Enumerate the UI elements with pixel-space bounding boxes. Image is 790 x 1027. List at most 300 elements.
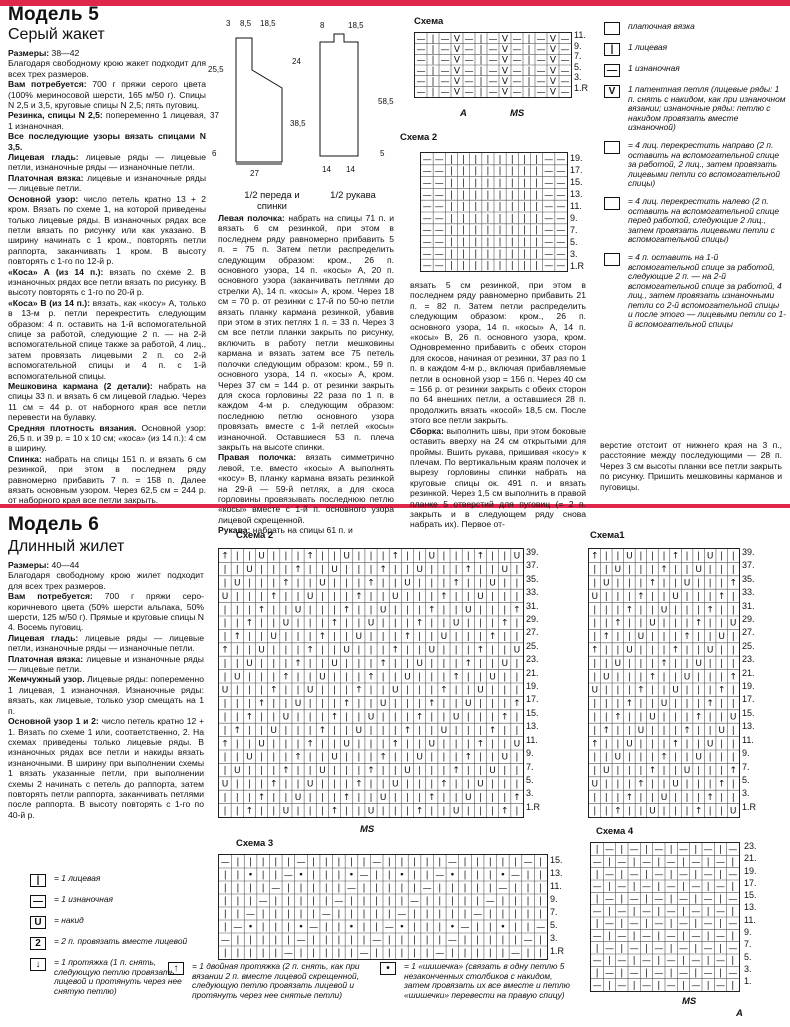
- stitch-symbol: |: [503, 578, 507, 589]
- stitch-symbol: |: [332, 551, 337, 562]
- stitch-symbol: |: [697, 766, 701, 777]
- stitch-symbol: U: [637, 725, 645, 736]
- stitch-symbol: |: [486, 190, 490, 201]
- stitch-symbol: |: [438, 935, 442, 946]
- stitch-symbol: U: [695, 658, 702, 669]
- stitch-symbol: |: [223, 712, 227, 723]
- stitch-symbol: |: [708, 658, 712, 669]
- stitch-symbol: |: [604, 779, 608, 790]
- stitch-symbol: ↑: [717, 591, 726, 602]
- stitch-symbol: —: [703, 968, 713, 979]
- stitch-symbol: —: [488, 45, 498, 55]
- stitch-symbol: U: [331, 752, 338, 763]
- stitch-symbol: |: [662, 712, 666, 723]
- stitch-symbol: •: [449, 922, 456, 933]
- model6-scheme1-grid: [588, 548, 740, 818]
- stitch-symbol: |: [324, 857, 328, 868]
- stitch-symbol: |: [593, 712, 597, 723]
- stitch-symbol: |: [488, 870, 492, 881]
- stitch-symbol: |: [430, 685, 434, 696]
- stitch-symbol: |: [616, 685, 620, 696]
- row-number: 3.: [744, 963, 752, 974]
- stitch-symbol: —: [416, 34, 426, 45]
- stitch-symbol: ↑: [391, 551, 400, 562]
- stitch-symbol: |: [425, 870, 429, 881]
- stitch-symbol: |: [296, 779, 300, 790]
- stitch-symbol: |: [312, 883, 316, 894]
- stitch-symbol: —: [592, 906, 602, 917]
- stitch-symbol: |: [357, 752, 361, 763]
- paragraph-heading: Размеры:: [8, 560, 50, 570]
- stitch-symbol: |: [463, 909, 467, 920]
- model5-scheme1-label: Схема: [414, 16, 444, 27]
- stitch-symbol: |: [369, 645, 373, 656]
- stitch-symbol: |: [632, 980, 636, 991]
- stitch-symbol: |: [466, 779, 470, 790]
- stitch-symbol: |: [308, 618, 312, 629]
- stitch-symbol: ↑: [729, 578, 738, 589]
- stitch-symbol: U: [294, 792, 302, 803]
- stitch-symbol: —: [498, 883, 508, 894]
- stitch-symbol: U: [258, 551, 265, 562]
- row-number: 31.: [526, 600, 539, 611]
- stitch-symbol: ↑: [294, 658, 302, 669]
- stitch-symbol: |: [312, 935, 316, 946]
- stitch-symbol: |: [381, 645, 385, 656]
- stitch-symbol: —: [716, 857, 725, 868]
- stitch-symbol: U: [355, 632, 363, 643]
- row-number: 13.: [742, 721, 755, 732]
- stitch-symbol: ↑: [500, 712, 509, 723]
- stitch-symbol: ↑: [233, 632, 242, 643]
- stitch-symbol: —: [384, 922, 394, 933]
- stitch-symbol: ↑: [602, 632, 611, 643]
- stitch-symbol: —: [556, 154, 566, 165]
- legend-item: [604, 197, 786, 245]
- stitch-symbol: |: [478, 699, 482, 710]
- stitch-symbol: U: [695, 565, 702, 576]
- stitch-symbol: |: [430, 632, 434, 643]
- stitch-symbol: |: [491, 658, 495, 669]
- stitch-symbol: ↑: [233, 725, 242, 736]
- stitch-symbol: |: [223, 672, 227, 683]
- stitch-symbol: |: [639, 605, 643, 616]
- stitch-symbol: |: [236, 870, 240, 881]
- stitch-symbol: •: [348, 922, 355, 933]
- legend-text: 1 изнаночная: [628, 63, 680, 73]
- stitch-symbol: —: [512, 66, 522, 77]
- stitch-symbol: ↑: [342, 699, 351, 710]
- stitch-symbol: |: [708, 578, 712, 589]
- model6-scheme2-grid: [218, 548, 524, 818]
- row-number: 13.: [526, 721, 539, 732]
- stitch-symbol: |: [498, 225, 502, 236]
- stitch-symbol: |: [393, 632, 397, 643]
- stitch-symbol: |: [627, 618, 631, 629]
- stitch-symbol: |: [260, 591, 264, 602]
- stitch-symbol: |: [320, 699, 324, 710]
- stitch-symbol: |: [312, 896, 316, 907]
- stitch-symbol: U: [464, 605, 472, 616]
- stitch-symbol: |: [474, 225, 478, 236]
- stitch-symbol: |: [381, 632, 385, 643]
- paragraph-text: лицевые и изнаночные ряды — лицевые петли.: [8, 653, 204, 675]
- stitch-symbol: |: [296, 618, 300, 629]
- stitch-symbol: |: [593, 725, 597, 736]
- stitch-symbol: |: [418, 739, 422, 750]
- stitch-symbol: |: [345, 565, 349, 576]
- stitch-symbol: |: [527, 34, 531, 45]
- row-number: 1.R: [570, 261, 585, 271]
- stitch-symbol: |: [454, 685, 458, 696]
- stitch-symbol: U: [416, 752, 423, 763]
- stitch-symbol: |: [430, 658, 434, 669]
- stitch-symbol: —: [617, 882, 627, 893]
- stitch-symbol: |: [539, 909, 543, 920]
- stitch-symbol: |: [454, 632, 458, 643]
- stitch-symbol: |: [718, 968, 723, 979]
- stitch-symbol: U: [501, 752, 509, 763]
- stitch-symbol: |: [247, 632, 251, 643]
- stitch-symbol: |: [320, 591, 324, 602]
- stitch-symbol: |: [498, 261, 502, 271]
- paragraph: [8, 267, 206, 298]
- stitch-symbol: |: [685, 779, 689, 790]
- row-number: 3.: [526, 788, 534, 799]
- stitch-symbol: |: [474, 178, 478, 189]
- stitch-symbol: ↑: [513, 699, 521, 710]
- stitch-symbol: ↑: [257, 605, 266, 616]
- stitch-symbol: |: [413, 909, 417, 920]
- stitch-symbol: |: [369, 725, 373, 736]
- stitch-symbol: V: [453, 77, 461, 87]
- stitch-symbol: |: [498, 190, 502, 201]
- stitch-symbol: |: [405, 658, 410, 669]
- stitch-symbol: —: [440, 77, 450, 87]
- stitch-symbol: |: [260, 806, 264, 817]
- stitch-symbol: —: [728, 894, 738, 905]
- stitch-symbol: —: [556, 190, 566, 201]
- stitch-symbol: |: [442, 551, 446, 562]
- stitch-symbol: |: [450, 948, 454, 959]
- stitch-symbol: |: [491, 752, 495, 763]
- stitch-symbol: |: [442, 712, 446, 723]
- stitch-symbol: |: [375, 948, 379, 959]
- stitch-symbol: |: [260, 658, 264, 669]
- stitch-symbol: —: [617, 906, 627, 917]
- stitch-symbol: |: [349, 857, 353, 868]
- stitch-symbol: |: [491, 699, 495, 710]
- row-number: 9.: [526, 748, 534, 759]
- stitch-symbol: —: [617, 931, 627, 942]
- stitch-symbol: |: [247, 699, 251, 710]
- stitch-symbol: |: [274, 922, 278, 933]
- stitch-symbol: |: [337, 883, 341, 894]
- paragraph-text: число петель кратно 12 + 1. Вязать по схеме 1 или, соответственно, 2. На схемах приведены только лицевые ряды. В изнаночных рядах все петли и накиды вязать изнаночными. В ширину при выполнении схемы 1 вязать указанные петли, при выполнении схемы 2 начинать с петель до раппорта, затем повторять петли раппорта, заканчивать петлями после раппорта. В высоту повторять с 1-го по 40-й р.: [8, 716, 204, 820]
- stitch-symbol: |: [286, 922, 290, 933]
- stitch-symbol: |: [720, 699, 724, 710]
- stitch-symbol: |: [375, 883, 379, 894]
- stitch-symbol: |: [478, 712, 482, 723]
- stitch-symbol: |: [400, 948, 404, 959]
- stitch-symbol: |: [272, 605, 276, 616]
- stitch-symbol: —: [716, 931, 725, 942]
- stitch-symbol: |: [731, 779, 735, 790]
- stitch-symbol: |: [607, 882, 612, 893]
- row-number: 9.: [570, 213, 578, 223]
- stitch-symbol: |: [387, 883, 391, 894]
- stitch-symbol: —: [434, 237, 444, 248]
- stitch-symbol: ↑: [602, 725, 611, 736]
- stitch-symbol: |: [720, 806, 724, 817]
- stitch-symbol: ↑: [513, 792, 521, 803]
- stitch-symbol: —: [679, 894, 688, 905]
- paragraph: [8, 194, 206, 267]
- paragraph: [8, 298, 206, 381]
- stitch-symbol: ↑: [428, 605, 436, 616]
- legend-item: [30, 895, 190, 908]
- paragraph: [8, 591, 204, 633]
- stitch-symbol: —: [679, 869, 688, 880]
- stitch-symbol: |: [324, 922, 328, 933]
- model6-subtitle: Длинный жилет: [8, 538, 125, 555]
- stitch-symbol: V: [549, 34, 557, 45]
- stitch-symbol: |: [345, 712, 349, 723]
- stitch-symbol: V: [453, 55, 461, 66]
- stitch-symbol: •: [500, 870, 506, 881]
- stitch-symbol: |: [261, 857, 265, 868]
- stitch-symbol: —: [346, 883, 356, 894]
- stitch-symbol: |: [522, 190, 526, 201]
- stitch-symbol: |: [539, 883, 543, 894]
- stitch-symbol: |: [503, 672, 507, 683]
- paragraph-text: Основной узор: 26,5 п. и 39 р. = 10 х 10 см; «коса» (из 14 п.): 4 см в ширину.: [8, 422, 207, 454]
- stitch-symbol: |: [620, 968, 624, 979]
- stitch-symbol: |: [593, 565, 597, 576]
- stitch-symbol: —: [296, 935, 306, 946]
- stitch-symbol: —: [434, 154, 444, 165]
- stitch-symbol: —: [440, 34, 450, 45]
- stitch-symbol: |: [685, 699, 689, 710]
- stitch-symbol: |: [405, 618, 410, 629]
- stitch-symbol: —: [309, 922, 319, 933]
- stitch-symbol: •: [449, 870, 456, 881]
- stitch-symbol: |: [488, 909, 492, 920]
- legend-item: [30, 958, 190, 996]
- stitch-symbol: |: [296, 645, 300, 656]
- stitch-symbol: |: [247, 578, 251, 589]
- stitch-symbol: —: [544, 249, 554, 260]
- paragraph-text: выполнить швы, при этом боковые оставить вверху на 24 см открытыми для проймы. Вшить рукава, пришивая «косу» к плечам. По вертикальным краям полочек и вырезу горловины спинки набрать на круговые спицы ок. 491 п. и вязать резинкой. Через 1,5 см выполнить в правой планке 5 отверстий для пуговиц (= 2 п. закрыть и в следующем ряду снова набрать их). Первое от-: [410, 425, 586, 530]
- paragraph-heading: Платочная вязка:: [8, 653, 84, 664]
- stitch-symbol: —: [536, 45, 546, 55]
- stitch-symbol: |: [442, 658, 446, 669]
- stitch-symbol: |: [393, 578, 397, 589]
- stitch-symbol: |: [706, 956, 710, 967]
- stitch-symbol: |: [593, 699, 597, 710]
- stitch-symbol: |: [235, 645, 239, 656]
- stitch-symbol: ↑: [245, 618, 254, 629]
- stitch-symbol: |: [476, 896, 480, 907]
- stitch-symbol: |: [657, 857, 661, 868]
- stitch-symbol: |: [431, 45, 435, 55]
- stitch-symbol: ↑: [355, 685, 363, 696]
- paragraph-text: 700 г пряжи серо-коричневого цвета (50% шерсти альпака, 50% шерсти, 125 м/50 г). Прямые и круговые спицы N 4. Восемь пуговиц.: [8, 591, 204, 633]
- stitch-symbol: |: [362, 909, 366, 920]
- stitch-symbol: ↑: [706, 699, 714, 710]
- stitch-symbol: |: [501, 857, 505, 868]
- stitch-symbol: |: [299, 909, 303, 920]
- model6-scheme2-ms: MS: [360, 824, 375, 835]
- row-number: 33.: [526, 587, 539, 598]
- model6-legend-left: [30, 874, 190, 1004]
- stitch-symbol: —: [488, 87, 498, 97]
- stitch-symbol: |: [345, 685, 349, 696]
- stitch-symbol: |: [604, 699, 608, 710]
- stitch-symbol: ↑: [590, 645, 599, 656]
- stitch-symbol: |: [236, 896, 240, 907]
- stitch-symbol: |: [607, 980, 612, 991]
- stitch-symbol: |: [235, 806, 239, 817]
- stitch-symbol: |: [362, 857, 366, 868]
- stitch-symbol: —: [605, 894, 614, 905]
- stitch-symbol: |: [515, 618, 519, 629]
- paragraph-heading: Размеры:: [8, 48, 50, 58]
- caption-sleeve: 1/2 рукава: [330, 190, 376, 201]
- stitch-symbol: |: [296, 712, 300, 723]
- model6-legend-double-decrease: [168, 962, 368, 1000]
- legend-symbol-icon: 2: [30, 937, 46, 950]
- row-number: 37.: [526, 560, 539, 571]
- stitch-symbol: |: [731, 739, 735, 750]
- stitch-symbol: ↑: [637, 591, 645, 602]
- stitch-symbol: |: [312, 870, 316, 881]
- row-number: 17.: [526, 694, 539, 705]
- stitch-symbol: —: [536, 77, 546, 87]
- stitch-symbol: |: [474, 202, 478, 213]
- stitch-symbol: |: [513, 922, 517, 933]
- paragraph-heading: Правая полочка:: [218, 452, 297, 463]
- stitch-symbol: |: [627, 752, 631, 763]
- stitch-symbol: |: [644, 845, 649, 856]
- stitch-symbol: U: [270, 632, 278, 643]
- stitch-symbol: ↑: [391, 739, 400, 750]
- stitch-symbol: —: [485, 896, 495, 907]
- stitch-symbol: |: [260, 712, 264, 723]
- stitch-symbol: |: [535, 190, 539, 201]
- stitch-symbol: |: [595, 943, 599, 954]
- paragraph-heading: Все последующие узоры вязать спицами N 3,5.: [8, 131, 206, 152]
- stitch-symbol: |: [320, 605, 324, 616]
- stitch-symbol: |: [462, 225, 466, 236]
- stitch-symbol: |: [486, 202, 490, 213]
- stitch-symbol: |: [527, 87, 531, 97]
- stitch-symbol: |: [674, 806, 678, 817]
- stitch-symbol: |: [627, 779, 631, 790]
- dim-left-2: 37: [210, 111, 219, 120]
- stitch-symbol: |: [593, 766, 597, 777]
- stitch-symbol: |: [720, 645, 724, 656]
- stitch-symbol: —: [488, 66, 498, 77]
- stitch-symbol: |: [639, 578, 643, 589]
- stitch-symbol: |: [381, 766, 385, 777]
- stitch-symbol: —: [679, 845, 688, 856]
- stitch-symbol: |: [674, 658, 678, 669]
- stitch-symbol: |: [607, 956, 612, 967]
- stitch-symbol: ↑: [440, 779, 448, 790]
- stitch-symbol: ↑: [367, 578, 375, 589]
- row-number: 39.: [526, 547, 539, 557]
- paragraph: [8, 654, 204, 675]
- stitch-symbol: U: [718, 725, 725, 736]
- stitch-symbol: |: [720, 766, 724, 777]
- stitch-symbol: |: [535, 249, 539, 260]
- stitch-symbol: |: [616, 578, 620, 589]
- stitch-symbol: U: [501, 565, 509, 576]
- stitch-symbol: —: [666, 956, 676, 967]
- stitch-symbol: |: [284, 685, 288, 696]
- stitch-symbol: |: [491, 712, 495, 723]
- stitch-symbol: |: [362, 896, 366, 907]
- stitch-symbol: •: [247, 922, 254, 933]
- stitch-symbol: |: [669, 919, 673, 930]
- stitch-symbol: |: [718, 919, 723, 930]
- stitch-symbol: |: [299, 883, 303, 894]
- stitch-symbol: |: [491, 806, 495, 817]
- stitch-symbol: |: [430, 766, 434, 777]
- row-number: 19.: [526, 681, 539, 692]
- stitch-symbol: —: [220, 857, 230, 868]
- stitch-symbol: |: [466, 632, 470, 643]
- stitch-symbol: |: [479, 45, 483, 55]
- row-number: 11.: [744, 914, 756, 925]
- stitch-symbol: |: [620, 894, 624, 905]
- stitch-symbol: |: [510, 213, 514, 224]
- stitch-symbol: ↑: [403, 725, 412, 736]
- stitch-symbol: |: [539, 896, 543, 907]
- row-number: 29.: [742, 614, 755, 625]
- stitch-symbol: |: [731, 857, 735, 868]
- stitch-symbol: —: [473, 909, 483, 920]
- stitch-symbol: |: [593, 605, 597, 616]
- stitch-symbol: U: [603, 766, 610, 777]
- stitch-symbol: ↑: [694, 712, 703, 723]
- stitch-symbol: |: [400, 935, 404, 946]
- stitch-symbol: |: [731, 931, 735, 942]
- stitch-symbol: —: [464, 77, 474, 87]
- stitch-symbol: |: [639, 618, 643, 629]
- stitch-symbol: |: [272, 618, 276, 629]
- stitch-symbol: |: [476, 883, 480, 894]
- stitch-symbol: |: [486, 225, 490, 236]
- stitch-symbol: —: [410, 896, 420, 907]
- stitch-symbol: U: [513, 645, 521, 656]
- model5-scheme2-grid: [420, 152, 568, 272]
- stitch-symbol: —: [605, 968, 614, 979]
- row-number: 5.: [742, 774, 750, 785]
- dim-top-1: 3: [226, 19, 231, 28]
- stitch-symbol: —: [397, 909, 407, 920]
- stitch-symbol: |: [345, 591, 349, 602]
- stitch-symbol: ↑: [440, 591, 448, 602]
- stitch-symbol: |: [718, 845, 723, 856]
- stitch-symbol: |: [274, 935, 278, 946]
- stitch-symbol: —: [605, 869, 614, 880]
- stitch-symbol: |: [466, 618, 470, 629]
- paragraph: [8, 58, 206, 79]
- stitch-symbol: |: [627, 565, 631, 576]
- stitch-symbol: |: [632, 956, 636, 967]
